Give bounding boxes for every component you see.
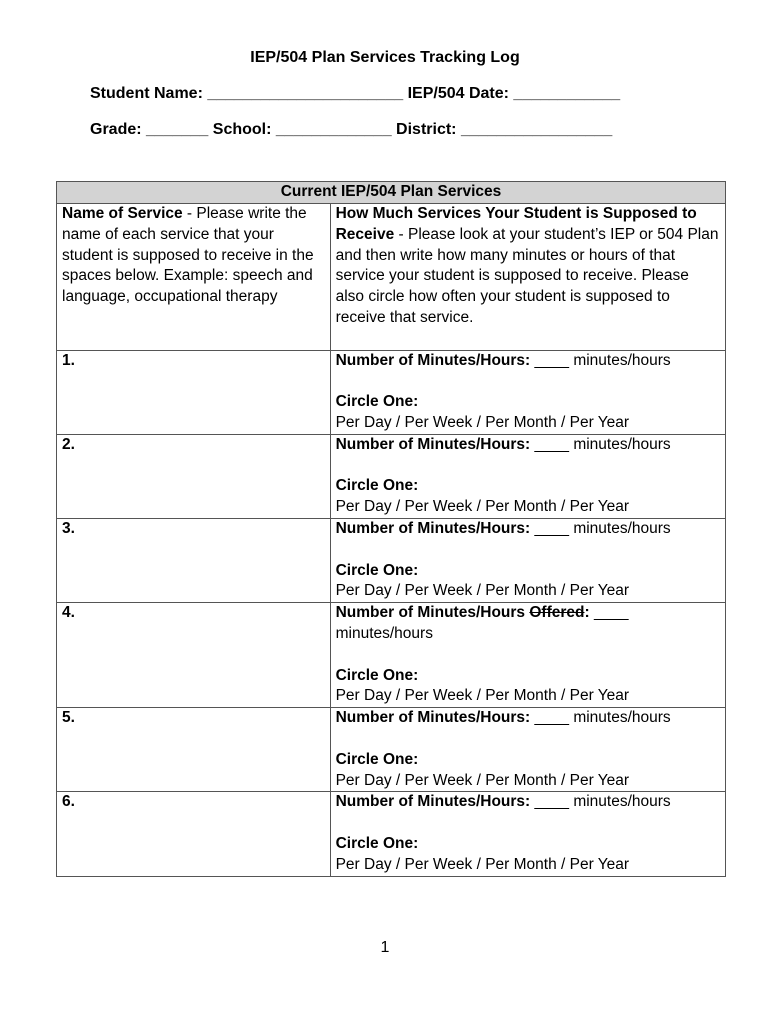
minutes-blank[interactable]: ____ minutes/hours [530,793,671,811]
grade-label: Grade: [90,121,142,138]
name-of-service-heading [57,204,331,351]
minutes-blank[interactable]: ____ minutes/hours [530,709,671,727]
iep-date-blank[interactable]: ____________ [513,85,621,102]
school-info-line [90,121,612,139]
minutes-blank[interactable]: ____ minutes/hours [530,435,671,453]
service-amount-cell [330,518,725,602]
service-amount-cell [330,792,725,876]
row-number: 6. [62,793,75,811]
student-name-label: Student Name: [90,85,203,102]
student-info-line [90,85,620,103]
frequency-options[interactable]: Per Day / Per Week / Per Month / Per Year [335,582,630,600]
frequency-options[interactable]: Per Day / Per Week / Per Month / Per Year [335,498,630,516]
minutes-label: Number of Minutes/Hours: [335,793,531,811]
circle-label: Circle One: [335,477,419,495]
frequency-options[interactable]: Per Day / Per Week / Per Month / Per Year [335,687,630,705]
page-number: 1 [380,939,390,956]
school-label: School: [212,121,272,138]
minutes-label-struck: Offered [529,604,585,622]
minutes-blank[interactable]: ____ minutes/hours [530,519,671,537]
col1-heading-text: - Please write the name of each service that your student is supposed to receive in the spaces below. Example: speech and language, occupational therapy [62,205,314,306]
row-number: 4. [62,604,75,622]
service-name-cell[interactable] [57,518,331,602]
service-amount-cell [330,434,725,518]
row-number: 2. [62,435,75,453]
table-row [57,708,726,792]
district-label: District: [396,121,457,138]
circle-label: Circle One: [335,834,419,852]
circle-label: Circle One: [335,750,419,768]
minutes-label: Number of Minutes/Hours: [335,519,531,537]
table-row [57,434,726,518]
frequency-options[interactable]: Per Day / Per Week / Per Month / Per Year [335,413,630,431]
district-blank[interactable]: _________________ [460,121,613,138]
service-name-cell[interactable] [57,350,331,434]
document-title: IEP/504 Plan Services Tracking Log [250,49,520,66]
minutes-label: Number of Minutes/Hours [335,604,530,622]
minutes-label: Number of Minutes/Hours: [335,351,531,369]
minutes-label: Number of Minutes/Hours: [335,435,531,453]
col1-heading-bold: Name of Service [62,205,183,222]
service-name-cell[interactable] [57,708,331,792]
student-name-blank[interactable]: ______________________ [207,85,404,102]
how-much-heading [330,204,725,351]
column-headings-row [57,204,726,351]
table-header: Current IEP/504 Plan Services [57,182,726,204]
table-row [57,518,726,602]
circle-label: Circle One: [335,393,419,411]
minutes-label: Number of Minutes/Hours: [335,709,531,727]
services-table [56,181,726,877]
table-row [57,350,726,434]
service-name-cell[interactable] [57,792,331,876]
table-row [57,792,726,876]
circle-label: Circle One: [335,666,419,684]
service-amount-cell [330,350,725,434]
minutes-blank[interactable]: ____ [589,604,629,622]
minutes-unit: minutes/hours [335,624,433,642]
col2-heading-bold: How Much Services Your Student is Supposed to Receive [335,205,697,243]
minutes-blank[interactable]: ____ minutes/hours [530,351,671,369]
service-amount-cell [330,708,725,792]
row-number: 5. [62,709,75,727]
service-name-cell[interactable] [57,434,331,518]
col2-heading-text: - Please look at your student’s IEP or 504 Plan and then write how many minutes or hours of that service your student is supposed to receive. Please also circle how often your student is supposed to receive that service. [335,225,719,326]
circle-label: Circle One: [335,561,419,579]
service-amount-cell [330,603,725,708]
grade-blank[interactable]: _______ [146,121,209,138]
minutes-label-colon: : [584,604,590,622]
table-row [57,603,726,708]
service-name-cell[interactable] [57,603,331,708]
frequency-options[interactable]: Per Day / Per Week / Per Month / Per Year [335,771,630,789]
row-number: 3. [62,519,75,537]
frequency-options[interactable]: Per Day / Per Week / Per Month / Per Year [335,855,630,873]
iep-date-label: IEP/504 Date: [407,85,509,102]
row-number: 1. [62,351,75,369]
school-blank[interactable]: _____________ [275,121,392,138]
